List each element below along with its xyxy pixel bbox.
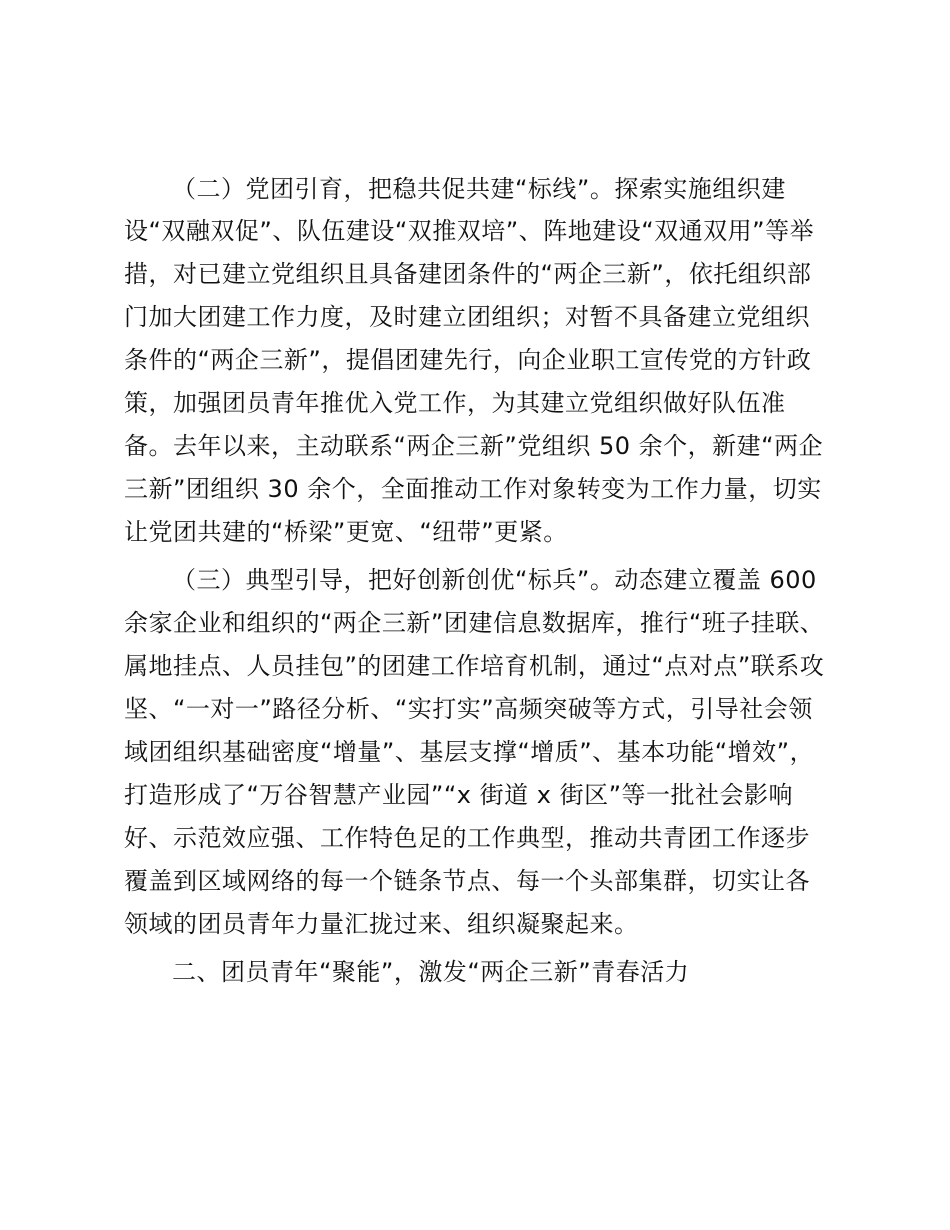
- paragraph-line: 门加大团建工作力度，及时建立团组织；对暂不具备建立党组织: [124, 303, 810, 331]
- paragraph-line: 让党团共建的“桥梁”更宽、“纽带”更紧。: [124, 518, 568, 546]
- paragraph-line: 策，加强团员青年推优入党工作，为其建立党组织做好队伍准: [124, 389, 786, 417]
- section-heading: 二、团员青年“聚能”，激发“两企三新”青春活力: [172, 958, 690, 986]
- paragraph-line: 域团组织基础密度“增量”、基层支撑“增质”、基本功能“增效”，: [124, 738, 815, 766]
- paragraph-line: 覆盖到区域网络的每一个链条节点、每一个头部集群，切实让各: [124, 867, 810, 895]
- paragraph-line: 措，对已建立党组织且具备建团条件的“两企三新”，依托组织部: [124, 260, 812, 288]
- paragraph-line: 余家企业和组织的“两企三新”团建信息数据库，推行“班子挂联、: [124, 609, 825, 637]
- paragraph-line: 设“双融双促”、队伍建设“双推双培”、阵地建设“双通双用”等举: [124, 217, 815, 245]
- paragraph-line: 条件的“两企三新”，提倡团建先行，向企业职工宣传党的方针政: [124, 346, 812, 374]
- paragraph-line: 领域的团员青年力量汇拢过来、组织凝聚起来。: [124, 910, 639, 938]
- paragraph-line: 打造形成了“万谷智慧产业园”“x 街道 x 街区”等一批社会影响: [124, 781, 794, 809]
- paragraph-line: 属地挂点、人员挂包”的团建工作培育机制，通过“点对点”联系攻: [124, 652, 825, 680]
- paragraph-line: （二）党团引育，把稳共促共建“标线”。探索实施组织建: [172, 175, 786, 203]
- paragraph-line: 三新”团组织 30 余个，全面推动工作对象转变为工作力量，切实: [124, 475, 822, 503]
- paragraph-line: 备。去年以来，主动联系“两企三新”党组织 50 余个，新建“两企: [124, 432, 824, 460]
- paragraph-line: 坚、“一对一”路径分析、“实打实”高频突破等方式，引导社会领: [124, 695, 813, 723]
- paragraph-line: （三）典型引导，把好创新创优“标兵”。动态建立覆盖 600: [172, 566, 817, 594]
- paragraph-line: 好、示范效应强、工作特色足的工作典型，推动共青团工作逐步: [124, 824, 810, 852]
